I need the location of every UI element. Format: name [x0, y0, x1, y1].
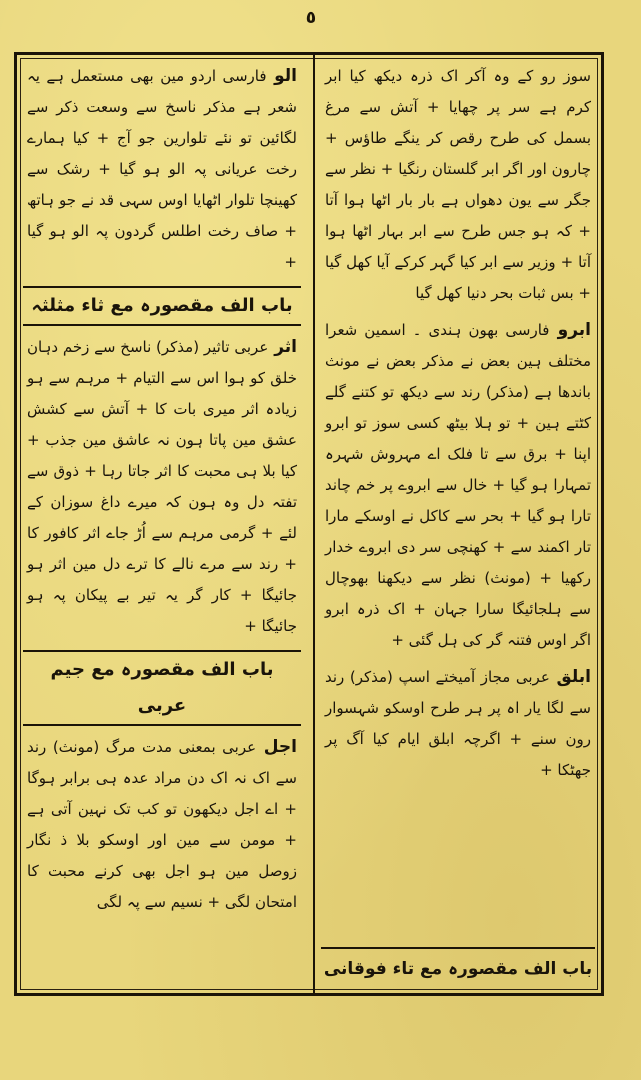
entry-head-ullu: الو: [266, 66, 297, 86]
entry-text: فارسی اردو مین بھی مستعمل ہے یہ شعر ہے مذکر ناسخ سے وسعت ذکر سے لگائین تو نئے تلوارین جو آج + کیا ہمارے رخت عریانی پہ الو ہو گیا + رشک سے کھینچا تلوار اٹھایا اوس سہی قد نے جو ہاتھ + صاف رخت اطلس گردون پہ الو ہو گیا +: [27, 67, 297, 271]
section-header-jeem-arabi: باب الف مقصورہ مع جیم عربی: [23, 650, 301, 726]
entry-ullu: [23, 59, 301, 282]
entry-ajal: [23, 730, 301, 922]
entry-text: عربی مجاز آمیختے اسپ (مذکر) رند سے لگا یار اہ پر ہر طرح اوسکو شہسوار رون سنے + اگرچہ ابلق ایام کیا آگ پر جھٹکا +: [325, 668, 591, 779]
entry-head-asar: اثر: [268, 337, 297, 357]
section-header-ta-fauqani: باب الف مقصورہ مع تاء فوقانی: [321, 947, 595, 989]
section-header-sa-musallasa: باب الف مقصورہ مع ثاء مثلثہ: [23, 286, 301, 326]
left-column: [23, 59, 301, 989]
entry-text: سوز رو کے وہ آکر اک ذرہ دیکھ کیا ابر کرم ہے سر پر چھایا + آتش سے مرغ بسمل کی طرح رقص کر ینگے طاؤس + چارون اور اگر ابر گلستان رنگیا + نظر سے جگر سے یون دھواں ہے بار بار اٹھا ہوا آتا + کہ ہو جس طرح سے ابر بہار اٹھا ہوا آتا + وزیر سے ابر کیا گہر کرکے آیا کھل گیا + بس ثبات بحر دنیا کھل گیا: [325, 67, 591, 302]
column-divider: [313, 55, 315, 993]
entry-head-abru: ابرو: [549, 320, 591, 340]
entry-head-ablaq: ابلق: [549, 667, 591, 687]
page-number: ٥: [305, 8, 317, 28]
entry-text: فارسی بھون ہندی ۔ اسمین شعرا مختلف ہین بعض نے مذکر بعض نے مونث باندھا ہے (مذکر) رند سے دیکھ تو کتنے گلے کٹتے ہین + تو ہلا بیٹھ کسی سوز تو ابرو اپنا + برق سے تا فلک اے مہروش شہرہ تمہارا ہو گیا + خال سے ابروے پر خم چاند تارا ہو گیا + بحر سے کاکل نے اوسکے مارا تار اکمند سے + کھنچی سر دی ابروے خدار رکھیا + (مونث) نظر سے دیکھنا بھوچال سے ہلجائیگا سارا جہان + اک ذرہ ابرو اگر اوس فتنہ گر کی ہل گئی +: [325, 321, 591, 649]
entry-asar: [23, 330, 301, 646]
entry-abru: [321, 313, 595, 660]
entry-ablaq: [321, 660, 595, 790]
right-column: [321, 59, 595, 989]
entry-head-ajal: اجل: [256, 737, 298, 757]
entry-text: عربی بمعنی مدت مرگ (مونث) رند سے اک نہ اک دن مراد عدہ ہی برابر ہوگا + اے اجل دیکھون تو کب تک نہین آتی ہے + مومن سے مین اور اوسکو بلا ذ نگار زوصل مین ہو اجل بھی کرنے محبت کا امتحان لگی + نسیم سے پہ لگی: [27, 738, 297, 911]
entry-text: عربی تاثیر (مذکر) ناسخ سے زخم دہان خلق کو ہوا اس سے التیام + مرہم سے ہو زیادہ اثر میری بات کا + آتش سے کشش عشق مین پاتا ہون نہ عاشق مین جذب + کیا بلا ہی محبت کا اثر جاتا رہا + ذوق سے تفتہ دل وہ ہون کہ میرے داغ سوزان کے لئے + گرمی مرہم سے اُڑ جاے اثر کافور کا + رند سے مرے نالے کا ترے دل مین اثر ہو جائیگا + کار گر یہ تیر بے پیکان پہ ہو جائیگا +: [27, 338, 297, 635]
text-frame: [14, 52, 604, 996]
entry-sozrow: [321, 59, 595, 313]
